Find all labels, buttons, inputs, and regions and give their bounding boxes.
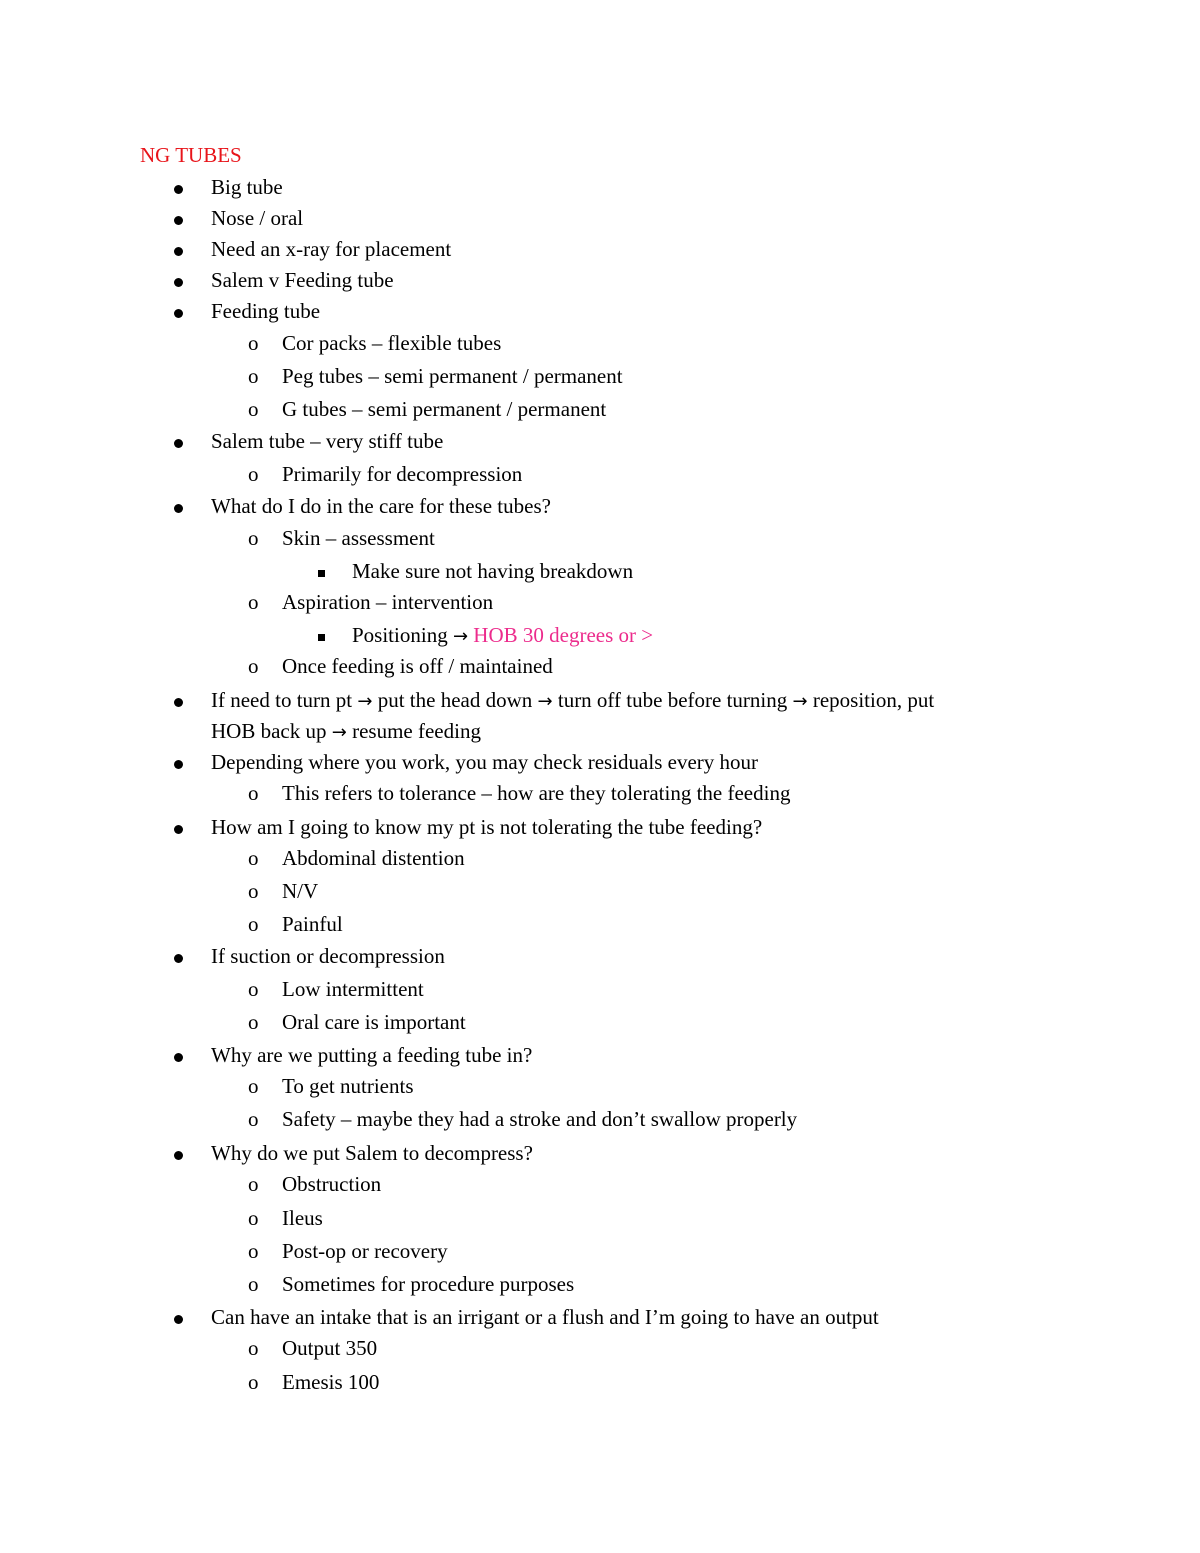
sub-list-item: This refers to tolerance – how are they tolerating the feeding bbox=[282, 781, 791, 805]
step-text: put the head down bbox=[377, 688, 533, 712]
sub-sub-list-item: Make sure not having breakdown bbox=[352, 559, 634, 583]
bullet-icon bbox=[174, 748, 183, 776]
sub-list-item: Aspiration – intervention bbox=[282, 590, 494, 614]
sub-bullet-icon: o bbox=[248, 397, 259, 421]
arrow-right-icon: → bbox=[452, 626, 469, 647]
bullet-icon bbox=[174, 266, 183, 294]
list-item: What do I do in the care for these tubes? bbox=[211, 494, 551, 518]
sub-list-item: Skin – assessment bbox=[282, 526, 435, 550]
positioning-text: Positioning bbox=[352, 623, 448, 647]
step-text: reposition, put bbox=[812, 688, 935, 712]
list-item: Why do we put Salem to decompress? bbox=[211, 1141, 533, 1165]
sub-list-item: Ileus bbox=[282, 1206, 323, 1230]
sub-list-item: Sometimes for procedure purposes bbox=[282, 1272, 575, 1296]
sub-bullet-icon: o bbox=[248, 1172, 259, 1196]
list-item: Salem tube – very stiff tube bbox=[211, 429, 444, 453]
square-bullet-icon bbox=[318, 557, 325, 585]
sub-bullet-icon: o bbox=[248, 654, 259, 678]
sub-bullet-icon: o bbox=[248, 879, 259, 903]
bullet-icon bbox=[174, 686, 183, 714]
sub-list-item: Peg tubes – semi permanent / permanent bbox=[282, 364, 623, 388]
bullet-icon bbox=[174, 427, 183, 455]
bullet-icon bbox=[174, 235, 183, 263]
sub-list-item: N/V bbox=[282, 879, 319, 903]
sub-bullet-icon: o bbox=[248, 1272, 259, 1296]
sub-list-item: Painful bbox=[282, 912, 343, 936]
document-title: NG TUBES bbox=[140, 143, 242, 167]
sub-bullet-icon: o bbox=[248, 781, 259, 805]
sub-list-item: Once feeding is off / maintained bbox=[282, 654, 553, 678]
sub-bullet-icon: o bbox=[248, 1074, 259, 1098]
sub-sub-list-item bbox=[352, 621, 653, 651]
arrow-right-icon: → bbox=[537, 691, 553, 712]
sub-bullet-icon: o bbox=[248, 526, 259, 550]
list-item: Nose / oral bbox=[211, 206, 304, 230]
sub-list-item: Cor packs – flexible tubes bbox=[282, 331, 502, 355]
arrow-right-icon: → bbox=[792, 691, 808, 712]
highlight-text: HOB 30 degrees or > bbox=[473, 623, 654, 647]
sub-bullet-icon: o bbox=[248, 1336, 259, 1360]
bullet-icon bbox=[174, 1303, 183, 1331]
arrow-right-icon: → bbox=[331, 722, 347, 743]
list-item: Feeding tube bbox=[211, 299, 321, 323]
list-item-continuation bbox=[211, 717, 481, 747]
bullet-icon bbox=[174, 1041, 183, 1069]
sub-bullet-icon: o bbox=[248, 462, 259, 486]
sub-bullet-icon: o bbox=[248, 1107, 259, 1131]
list-item: Salem v Feeding tube bbox=[211, 268, 394, 292]
bullet-icon bbox=[174, 173, 183, 201]
sub-bullet-icon: o bbox=[248, 977, 259, 1001]
sub-list-item: Safety – maybe they had a stroke and don’t swallow properly bbox=[282, 1107, 798, 1131]
list-item: Can have an intake that is an irrigant or a flush and I’m going to have an output bbox=[211, 1305, 879, 1329]
sub-bullet-icon: o bbox=[248, 1239, 259, 1263]
sub-bullet-icon: o bbox=[248, 846, 259, 870]
sub-bullet-icon: o bbox=[248, 1010, 259, 1034]
bullet-icon bbox=[174, 297, 183, 325]
sub-list-item: Abdominal distention bbox=[282, 846, 465, 870]
list-item bbox=[211, 686, 934, 716]
step-text: turn off tube before turning bbox=[557, 688, 788, 712]
arrow-right-icon: → bbox=[357, 691, 373, 712]
square-bullet-icon bbox=[318, 621, 325, 649]
step-text: If need to turn pt bbox=[211, 688, 353, 712]
list-item: Why are we putting a feeding tube in? bbox=[211, 1043, 533, 1067]
sub-bullet-icon: o bbox=[248, 364, 259, 388]
bullet-icon bbox=[174, 1139, 183, 1167]
step-text: HOB back up bbox=[211, 719, 327, 743]
list-item: How am I going to know my pt is not tolerating the tube feeding? bbox=[211, 815, 763, 839]
sub-bullet-icon: o bbox=[248, 1370, 259, 1394]
sub-list-item: Output 350 bbox=[282, 1336, 378, 1360]
sub-list-item: To get nutrients bbox=[282, 1074, 414, 1098]
sub-list-item: Obstruction bbox=[282, 1172, 382, 1196]
list-item: Depending where you work, you may check residuals every hour bbox=[211, 750, 758, 774]
sub-list-item: G tubes – semi permanent / permanent bbox=[282, 397, 607, 421]
step-text: resume feeding bbox=[352, 719, 481, 743]
list-item: Big tube bbox=[211, 175, 283, 199]
sub-bullet-icon: o bbox=[248, 1206, 259, 1230]
bullet-icon bbox=[174, 813, 183, 841]
sub-bullet-icon: o bbox=[248, 590, 259, 614]
sub-list-item: Post-op or recovery bbox=[282, 1239, 448, 1263]
list-item: If suction or decompression bbox=[211, 944, 445, 968]
bullet-icon bbox=[174, 492, 183, 520]
sub-bullet-icon: o bbox=[248, 331, 259, 355]
sub-list-item: Primarily for decompression bbox=[282, 462, 523, 486]
bullet-icon bbox=[174, 204, 183, 232]
sub-list-item: Low intermittent bbox=[282, 977, 424, 1001]
list-item: Need an x-ray for placement bbox=[211, 237, 452, 261]
bullet-icon bbox=[174, 942, 183, 970]
sub-list-item: Oral care is important bbox=[282, 1010, 466, 1034]
sub-list-item: Emesis 100 bbox=[282, 1370, 380, 1394]
sub-bullet-icon: o bbox=[248, 912, 259, 936]
